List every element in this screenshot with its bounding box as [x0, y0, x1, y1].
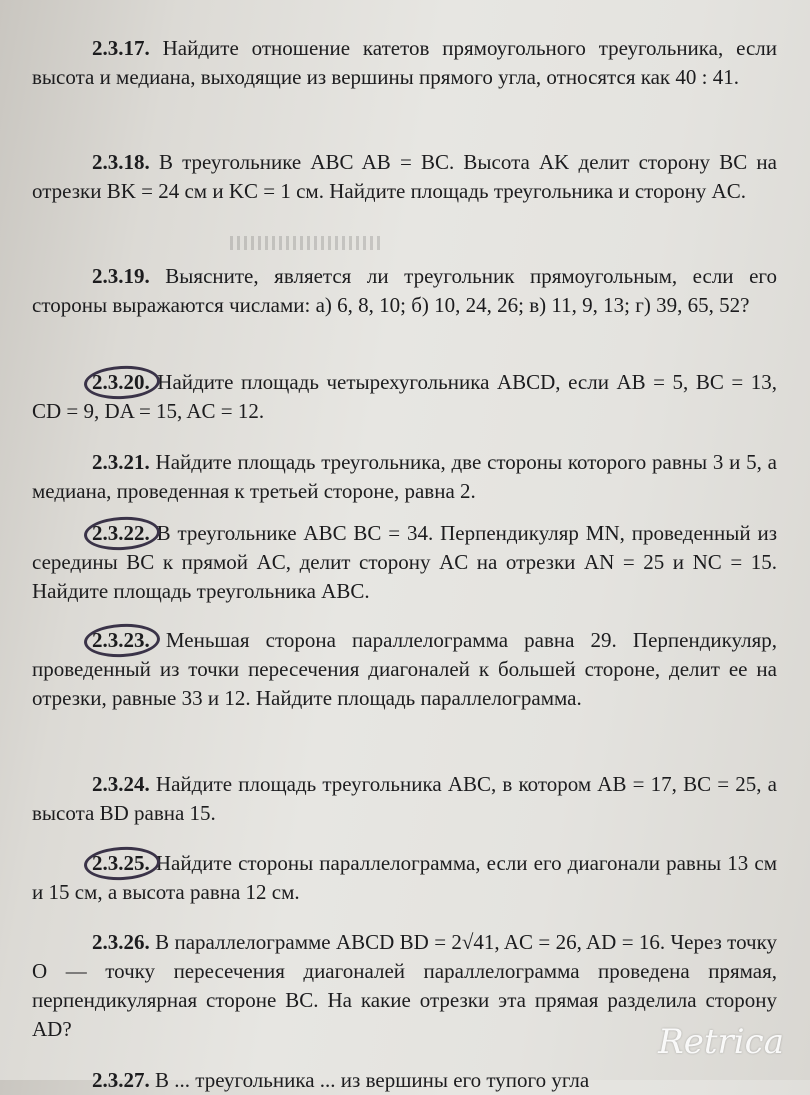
- problem-2-3-27-cut-off: [32, 1066, 777, 1095]
- retrica-watermark: Retrica: [658, 1022, 784, 1062]
- problem-number: 2.3.21.: [92, 450, 150, 474]
- problem-number: 2.3.24.: [92, 772, 150, 796]
- problem-number: 2.3.25.: [92, 851, 150, 875]
- problem-text: В параллелограмме ABCD BD = 2√41, AC = 26, AD = 16. Через точку O — точку пересечения диагоналей параллелограмма проведена прямая, перпендикулярная стороне BC. На какие отрезки эта прямая разделила сторону AD?: [32, 930, 778, 1041]
- problem-2-3-22: [32, 519, 777, 606]
- problem-2-3-24: [32, 770, 777, 828]
- problem-number-circled: [92, 370, 150, 394]
- problem-2-3-25: [32, 849, 777, 907]
- problem-number: 2.3.19.: [92, 264, 150, 288]
- problem-number: 2.3.23.: [92, 628, 150, 652]
- problem-text: В треугольнике ABC BC = 34. Перпендикуляр MN, проведенный из середины BC к прямой AC, делит сторону AC на отрезки AN = 25 и NC = 15. Найдите площадь треугольника ABC.: [32, 521, 777, 603]
- problem-2-3-20: [32, 368, 777, 426]
- problem-number: 2.3.22.: [92, 521, 150, 545]
- problem-number: 2.3.26.: [92, 930, 150, 954]
- problem-text: Найдите площадь треугольника, две стороны которого равны 3 и 5, а медиана, проведенная к третьей стороне, равна 2.: [32, 450, 778, 503]
- problem-2-3-21: [32, 448, 777, 506]
- problem-2-3-18: [32, 148, 777, 206]
- problem-number: 2.3.18.: [92, 150, 150, 174]
- problem-text: Найдите площадь четырехугольника ABCD, если AB = 5, BC = 13, CD = 9, DA = 15, AC = 12.: [32, 370, 777, 423]
- bleed-through-text: [230, 236, 380, 250]
- problem-text: Найдите площадь треугольника ABC, в котором AB = 17, BC = 25, а высота BD равна 15.: [32, 772, 777, 825]
- problem-text: В треугольнике ABC AB = BC. Высота AK делит сторону BC на отрезки BK = 24 см и KC = 1 см. Найдите площадь треугольника и сторону AC.: [32, 150, 777, 203]
- problem-text: В ... треугольника ... из вершины его тупого угла: [155, 1068, 590, 1092]
- problem-number-circled: [92, 851, 150, 875]
- problem-text: Меньшая сторона параллелограмма равна 29. Перпендикуляр, проведенный из точки пересечения диагоналей к большей стороне, делит ее на отрезки, равные 33 и 12. Найдите площадь параллелограмма.: [32, 628, 777, 710]
- problem-number: 2.3.20.: [92, 370, 150, 394]
- problem-2-3-17: [32, 34, 777, 92]
- problem-2-3-19: [32, 262, 777, 320]
- problem-text: Найдите стороны параллелограмма, если его диагонали равны 13 см и 15 см, а высота равна 12 см.: [32, 851, 777, 904]
- problem-number: 2.3.17.: [92, 36, 150, 60]
- problem-text: Выясните, является ли треугольник прямоугольным, если его стороны выражаются числами: а) 6, 8, 10; б) 10, 24, 26; в) 11, 9, 13; г) 39, 65, 52?: [32, 264, 777, 317]
- problem-text: Найдите отношение катетов прямоугольного треугольника, если высота и медиана, выходящие из вершины прямого угла, относятся как 40 : 41.: [32, 36, 777, 89]
- problem-number-circled: [92, 521, 150, 545]
- problem-number-circled: [92, 628, 150, 652]
- problem-2-3-23: [32, 626, 777, 713]
- problem-number: 2.3.27.: [92, 1068, 150, 1092]
